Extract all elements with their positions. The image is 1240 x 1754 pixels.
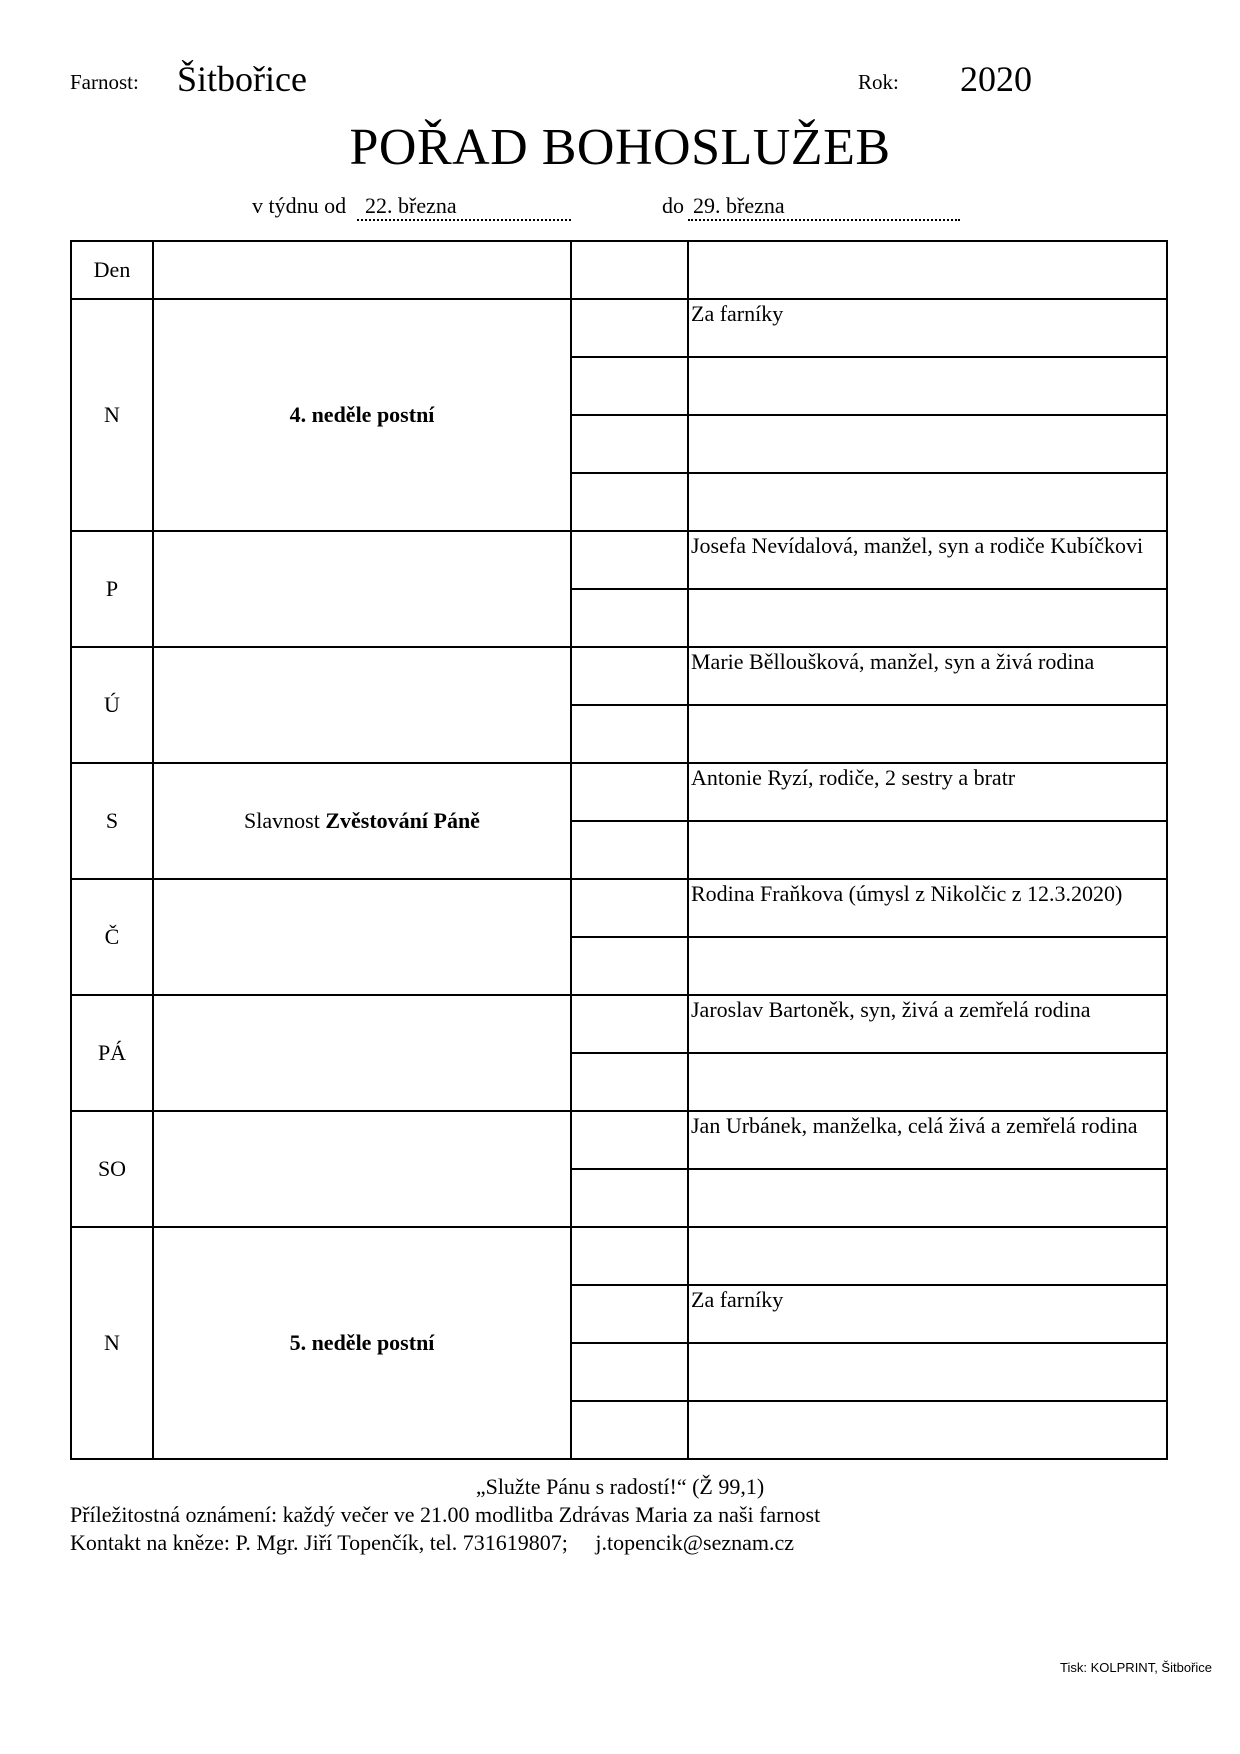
time-cell xyxy=(571,1401,688,1459)
intention-header xyxy=(688,241,1167,299)
intention-cell xyxy=(688,1227,1167,1285)
intention-cell: Rodina Fraňkova (úmysl z Nikolčic z 12.3.2020) xyxy=(688,879,1167,937)
intention-cell: Za farníky xyxy=(688,299,1167,357)
footer-contact: Kontakt na kněze: P. Mgr. Jiří Topenčík, tel. 731619807; j.topencik@seznam.cz xyxy=(70,1530,795,1555)
intention-cell: Josefa Nevídalová, manžel, syn a rodiče Kubíčkovi xyxy=(688,531,1167,589)
table-row xyxy=(71,879,1167,937)
time-cell xyxy=(571,763,688,821)
feast-cell xyxy=(153,763,571,879)
time-cell xyxy=(571,705,688,763)
feast-cell xyxy=(153,531,571,647)
page-title: POŘAD BOHOSLUŽEB xyxy=(349,119,891,176)
year-label: Rok: xyxy=(858,70,899,94)
table-row xyxy=(71,531,1167,589)
time-cell xyxy=(571,299,688,357)
time-cell xyxy=(571,879,688,937)
time-cell xyxy=(571,1111,688,1169)
parish-name: Šitbořice xyxy=(177,59,307,99)
table-row xyxy=(71,995,1167,1053)
feast-cell xyxy=(153,647,571,763)
week-from: 22. března xyxy=(365,193,457,218)
week-to: 29. března xyxy=(693,193,785,218)
time-cell xyxy=(571,357,688,415)
day-cell: PÁ xyxy=(71,995,153,1111)
intention-cell: Marie Bělloušková, manžel, syn a živá rodina xyxy=(688,647,1167,705)
table-row xyxy=(71,763,1167,821)
time-header xyxy=(571,241,688,299)
table-row xyxy=(71,1111,1167,1169)
feast-cell xyxy=(153,995,571,1111)
intention-cell xyxy=(688,415,1167,473)
feast-cell: 5. neděle postní xyxy=(153,1227,571,1459)
week-to-prefix: do xyxy=(662,193,684,218)
intention-cell xyxy=(688,705,1167,763)
time-cell xyxy=(571,647,688,705)
time-cell xyxy=(571,821,688,879)
feast-name: Zvěstování Páně xyxy=(325,808,480,833)
intention-cell xyxy=(688,821,1167,879)
intention-cell xyxy=(688,473,1167,531)
feast-prefix: Slavnost xyxy=(244,808,320,833)
header-row xyxy=(71,241,1167,299)
feast-cell: 4. neděle postní xyxy=(153,299,571,531)
intention-cell xyxy=(688,1343,1167,1401)
intention-cell: Za farníky xyxy=(688,1285,1167,1343)
week-from-dotline xyxy=(357,219,571,221)
intention-cell xyxy=(688,1169,1167,1227)
time-cell xyxy=(571,995,688,1053)
intention-cell: Jan Urbánek, manželka, celá živá a zemřelá rodina xyxy=(688,1111,1167,1169)
table-row xyxy=(71,299,1167,357)
table-row xyxy=(71,1227,1167,1285)
intention-cell xyxy=(688,937,1167,995)
footer-quote: „Služte Pánu s radostí!“ (Ž 99,1) xyxy=(475,1474,765,1499)
day-cell: S xyxy=(71,763,153,879)
time-cell xyxy=(571,937,688,995)
time-cell xyxy=(571,531,688,589)
parish-label: Farnost: xyxy=(70,70,139,94)
intention-cell: Antonie Ryzí, rodiče, 2 sestry a bratr xyxy=(688,763,1167,821)
time-cell xyxy=(571,1227,688,1285)
intention-cell xyxy=(688,589,1167,647)
footer-announcement: Příležitostná oznámení: každý večer ve 21.00 modlitba Zdrávas Maria za naši farnost xyxy=(70,1502,821,1527)
intention-cell xyxy=(688,357,1167,415)
time-cell xyxy=(571,473,688,531)
day-cell: N xyxy=(71,299,153,531)
time-cell xyxy=(571,1053,688,1111)
schedule-table xyxy=(70,240,1168,1460)
day-cell: N xyxy=(71,1227,153,1459)
year-value: 2020 xyxy=(960,59,1032,99)
feast-header xyxy=(153,241,571,299)
day-cell: Ú xyxy=(71,647,153,763)
feast-cell xyxy=(153,879,571,995)
time-cell xyxy=(571,415,688,473)
time-cell xyxy=(571,1285,688,1343)
printer-credit: Tisk: KOLPRINT, Šitbořice xyxy=(1060,1660,1212,1675)
feast-cell xyxy=(153,1111,571,1227)
time-cell xyxy=(571,589,688,647)
intention-cell: Jaroslav Bartoněk, syn, živá a zemřelá rodina xyxy=(688,995,1167,1053)
table-row xyxy=(71,647,1167,705)
day-header: Den xyxy=(71,241,153,299)
intention-cell xyxy=(688,1053,1167,1111)
week-to-dotline xyxy=(688,219,960,221)
intention-cell xyxy=(688,1401,1167,1459)
day-cell: P xyxy=(71,531,153,647)
time-cell xyxy=(571,1169,688,1227)
week-prefix: v týdnu od xyxy=(252,193,347,218)
time-cell xyxy=(571,1343,688,1401)
day-cell: Č xyxy=(71,879,153,995)
day-cell: SO xyxy=(71,1111,153,1227)
